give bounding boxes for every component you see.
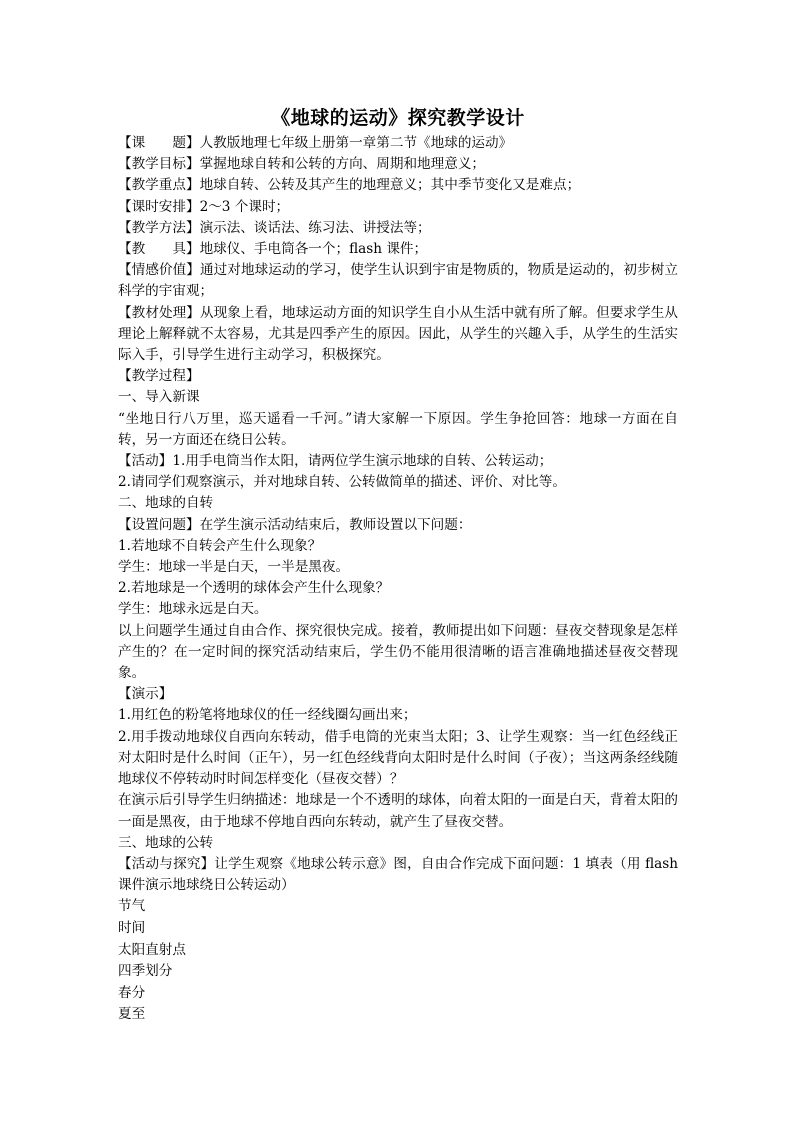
setup-text: 在学生演示活动结束后，教师设置以下问题：	[199, 516, 472, 533]
discussion-paragraph: 以上问题学生通过自由合作、探究很快完成。接着，教师提出如下问题：昼夜交替现象是怎样产生的？在一定时间的探究活动结束后，学生仍不能用很清晰的语言准确地描述昼夜交替现象。	[118, 622, 678, 682]
table-item: 夏至	[118, 1006, 146, 1023]
question-line: 1.若地球不自转会产生什么现象？	[118, 537, 322, 554]
answer-line: 学生：地球永远是白天。	[118, 601, 268, 618]
demo-heading: 【演示】	[118, 686, 173, 703]
meta-text: 地球仪、手电筒各一个；flash 课件；	[199, 241, 428, 258]
document-title: 《地球的运动》探究教学设计	[271, 107, 525, 129]
process-heading: 【教学过程】	[118, 368, 200, 385]
section-heading: 三、地球的公转	[118, 834, 214, 851]
document-page	[118, 104, 678, 1026]
meta-tools	[118, 239, 678, 260]
activity-line: 2.请同学们观察演示，并对地球自转、公转做简单的描述、评价、对比等。	[118, 474, 566, 491]
meta-schedule	[118, 197, 678, 218]
activity-text: 1.用手电筒当作太阳，请两位学生演示地球的自转、公转运动；	[172, 453, 553, 470]
summary-paragraph: 在演示后引导学生归纳描述：地球是一个不透明的球体，向着太阳的一面是白天，背着太阳的一面是黑夜，由于地球不停地自西向东转动，就产生了昼夜交替。	[118, 792, 678, 830]
meta-text: 人教版地理七年级上册第一章第二节《地球的运动》	[199, 135, 513, 151]
meta-text: 地球自转、公转及其产生的地理意义；其中季节变化又是难点；	[199, 177, 581, 194]
meta-text: 演示法、谈话法、练习法、讲授法等；	[199, 219, 431, 236]
activity-tag: 【活动】	[118, 453, 173, 470]
meta-tag: 【课时安排】	[118, 198, 200, 215]
table-item: 节气	[118, 898, 146, 915]
table-item: 太阳直射点	[118, 941, 186, 958]
meta-tag: 【教学目标】	[118, 156, 200, 173]
table-item: 春分	[118, 984, 146, 1001]
activity-line	[118, 451, 678, 472]
table-item: 四季划分	[118, 963, 173, 980]
question-line: 2.若地球是一个透明的球体会产生什么现象？	[118, 580, 390, 597]
meta-topic	[118, 133, 678, 154]
table-item: 时间	[118, 919, 146, 936]
meta-text: 掌握地球自转和公转的方向、周期和地理意义；	[199, 156, 486, 173]
intro-paragraph: “坐地日行八万里，巡天遥看一千河。”请大家解一下原因。学生争抢回答：地球一方面在自转，另一方面还在绕日公转。	[118, 410, 678, 448]
demo-step: 2.用手拨动地球仪自西向东转动，借手电筒的光束当太阳；3、让学生观察：当一红色经线正对太阳时是什么时间（正午），另一红色经线背向太阳时是什么时间（子夜）；当这两条经线随地球仪不停转动时时间怎样变化（昼夜交替）？	[118, 728, 678, 788]
meta-methods	[118, 218, 678, 239]
values-text: 通过对地球运动的学习，使学生认识到宇宙是物质的，物质是运动的，初步树立科学的宇宙观；	[118, 262, 679, 300]
setup-line	[118, 515, 678, 536]
material-paragraph	[118, 303, 678, 367]
material-tag: 【教材处理】	[118, 304, 200, 321]
meta-key-points	[118, 175, 678, 196]
explore-paragraph	[118, 854, 678, 896]
explore-text: 让学生观察《地球公转示意》图，自由合作完成下面问题：1 填表（用 flash 课件演示地球绕日公转运动）	[118, 855, 678, 894]
meta-tag: 【教 具】	[118, 241, 200, 258]
meta-text: 2～3 个课时；	[199, 198, 290, 215]
setup-tag: 【设置问题】	[118, 516, 200, 533]
meta-tag: 【教学重点】	[118, 177, 200, 194]
section-heading: 一、导入新课	[118, 389, 200, 406]
answer-line: 学生：地球一半是白天，一半是黑夜。	[118, 559, 350, 576]
meta-objective	[118, 154, 678, 175]
values-tag: 【情感价值】	[118, 262, 200, 279]
demo-step: 1.用红色的粉笔将地球仪的任一经线圈勾画出来；	[118, 707, 417, 724]
values-paragraph	[118, 260, 678, 302]
explore-tag: 【活动与探究】	[118, 855, 215, 872]
meta-tag: 【课 题】	[118, 135, 200, 151]
section-heading: 二、地球的自转	[118, 495, 214, 512]
material-text: 从现象上看，地球运动方面的知识学生自小从生活中就有所了解。但要求学生从理论上解释就不太容易，尤其是四季产生的原因。因此，从学生的兴趣入手，从学生的生活实际入手，引导学生进行主动学习，积极探究。	[118, 304, 679, 364]
meta-tag: 【教学方法】	[118, 219, 200, 236]
